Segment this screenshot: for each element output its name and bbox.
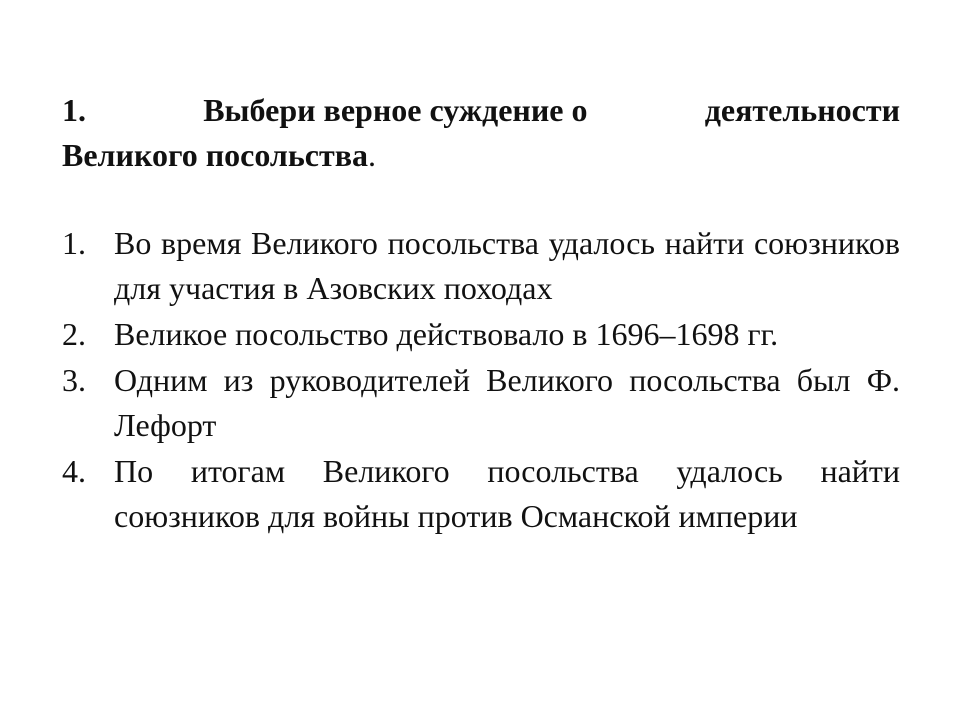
answer-options [62,221,900,540]
answer-option-3 [62,358,900,448]
answer-option-4 [62,449,900,539]
option-text: По итогам Великого посольства удалось найти союзников для войны против Османской империи [114,453,900,534]
question-period: . [367,137,376,173]
option-text: Великое посольство действовало в 1696–1698 гг. [114,316,779,352]
question-text-part2: деятельности [704,92,900,128]
option-text: Одним из руководителей Великого посольства был Ф. Лефорт [114,362,900,443]
question-number: 1. [62,92,86,128]
option-number: 1. [62,225,86,261]
question-block [62,88,900,178]
answer-option-2 [62,312,900,357]
question-line-2 [62,133,900,178]
option-number: 3. [62,362,86,398]
answer-option-1 [62,221,900,311]
question-text-part3: Великого посольства [62,137,368,173]
question-line-1 [62,88,900,133]
option-number: 4. [62,453,86,489]
option-number: 2. [62,316,86,352]
option-text: Во время Великого посольства удалось найти союзников для участия в Азовских походах [114,225,900,306]
question-text-part1: Выбери верное суждение о [203,92,588,128]
